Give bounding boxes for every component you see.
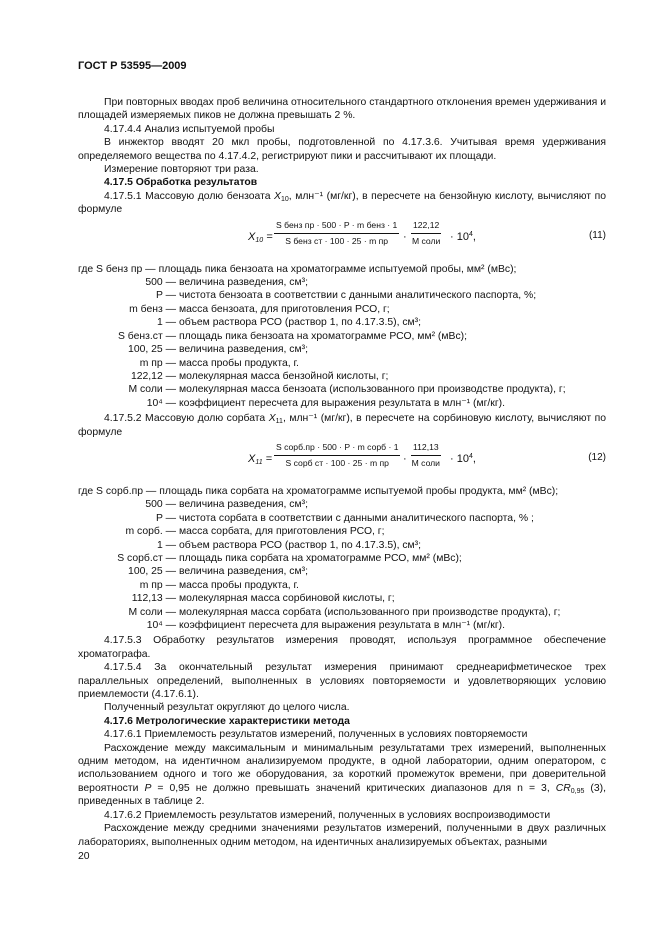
definition-row xyxy=(78,303,606,316)
definition-label: m сорб. — xyxy=(125,526,176,538)
section-4-17-4-4-repeat: Измерение повторяют три раза. xyxy=(104,164,259,176)
definition-text: масса сорбата, для приготовления РСО, г; xyxy=(179,526,385,538)
definition-row xyxy=(78,498,606,511)
page-content xyxy=(78,96,606,849)
standard-header: ГОСТ Р 53595—2009 xyxy=(78,60,187,72)
formula-12-fraction-main: S сорб.пр · 500 · P · m сорб · 1 S сорб ст · 100 · 25 · m пр xyxy=(276,441,399,469)
definition-row xyxy=(78,316,606,329)
definition-label: P — xyxy=(155,512,176,524)
definition-text: молекулярная масса бензойной кислоты, г; xyxy=(179,370,389,382)
definition-row xyxy=(78,552,606,565)
section-4-17-4-4-text: В инжектор вводят 20 мкл пробы, подготовленной по 4.17.3.6. Учитывая время удерживания определяемого вещества по 4.17.4.2, регистрируют пики и рассчитывают их площади. xyxy=(78,137,606,162)
definition-text: молекулярная масса сорбиновой кислоты, г; xyxy=(179,593,395,605)
formula-12-fraction-molar: 112,13 M соли xyxy=(411,441,440,469)
definition-label: m пр — xyxy=(139,357,176,369)
definition-label: P — xyxy=(155,290,176,302)
page-number: 20 xyxy=(78,851,90,862)
section-4-17-5-4-rounding: Полученный результат округляют до целого числа. xyxy=(104,702,350,714)
definition-row xyxy=(78,276,606,289)
definition-label: 112,13 — xyxy=(131,593,176,605)
definition-text: масса бензоата, для приготовления РСО, г; xyxy=(179,303,390,315)
definition-text: чистота сорбата в соответствии с данными аналитического паспорта, % ; xyxy=(179,512,534,524)
definition-row xyxy=(78,343,606,356)
definition-row xyxy=(78,592,606,605)
definition-text: чистота бензоата в соответствии с данными аналитического паспорта, %; xyxy=(179,290,537,302)
formula-12-definitions xyxy=(78,485,606,632)
section-4-17-5-1-text: 4.17.5.1 Массовую долю бензоата $X_{10}$, млн⁻¹ (мг/кг), в пересчете на бензойную кислоту, вычисляют по формуле xyxy=(78,190,607,216)
definition-row xyxy=(78,512,606,525)
definition-label: S сорб.ст — xyxy=(117,552,176,564)
definition-label: M соли — xyxy=(128,384,176,396)
section-4-17-6-1-title: 4.17.6.1 Приемлемость результатов измерений, полученных в условиях повторяемости xyxy=(104,729,528,741)
section-4-17-5-2-text: 4.17.5.2 Массовую долю сорбата $X_{11}$, млн⁻¹ (мг/кг), в пересчете на сорбиновую кислоту, вычисляют по формуле xyxy=(78,413,606,438)
definition-row xyxy=(78,619,606,632)
definition-label: 1 — xyxy=(156,317,176,329)
formula-12-number: (12) xyxy=(588,451,606,463)
definition-label: 500 — xyxy=(145,277,176,289)
definition-text: величина разведения, см³; xyxy=(179,344,308,356)
definition-label: 122,12 — xyxy=(130,370,176,382)
section-4-17-5-title: 4.17.5 Обработка результатов xyxy=(104,177,258,189)
definition-row xyxy=(78,485,606,498)
section-4-17-5-4-text: 4.17.5.4 За окончательный результат измерения принимают среднеарифметическое трех параллельных определений, выполненных в условиях повторяемости и удовлетворяющих условию приемлемости (4.17.6.1). xyxy=(78,662,606,701)
definition-text: молекулярная масса сорбата (использованного при производстве продукта), г; xyxy=(179,606,561,618)
section-4-17-6-title: 4.17.6 Метрологические характеристики метода xyxy=(104,715,350,727)
definition-label: 10⁴ — xyxy=(146,620,176,631)
formula-12: $X_{11}$ = S сорб.пр · 500 · P · m сорб · 1 S сорб ст · 100 · 25 · m пр · 112,13 M соли · $10^4$, (12) xyxy=(78,439,606,483)
definition-row xyxy=(78,579,606,592)
formula-11: $X_{10}$ = S бенз пр · 500 · P · m бенз · 1 S бенз ст · 100 · 25 · m пр · 122,12 M соли · $10^4$, (11) xyxy=(78,217,606,261)
formula-12-lhs: X xyxy=(248,452,256,465)
definition-label: 100, 25 — xyxy=(128,566,176,578)
definition-row xyxy=(78,383,606,396)
definition-label: 10⁴ — xyxy=(146,397,176,409)
definition-label: 100, 25 — xyxy=(128,344,176,356)
definition-row xyxy=(78,330,606,343)
definition-text: площадь пика бензоата на хроматограмме испытуемой пробы, мм² (мВс); xyxy=(158,263,517,275)
definition-label: 500 — xyxy=(145,499,176,511)
formula-11-number: (11) xyxy=(588,229,606,241)
definition-text: величина разведения, см³; xyxy=(179,499,308,511)
section-4-17-6-2-text: Расхождение между средними значениями результатов измерений, полученными в двух различных лабораториях, выполненных одним методом, на идентичных анализируемых объектах, разными xyxy=(78,823,606,848)
definition-row xyxy=(78,525,606,538)
definition-label: S бенз.ст — xyxy=(117,330,176,342)
section-4-17-6-2-title: 4.17.6.2 Приемлемость результатов измерений, полученных в условиях воспроизводимости xyxy=(104,809,551,821)
definition-row xyxy=(78,357,606,370)
definition-label: 1 — xyxy=(156,539,176,551)
definition-text: масса пробы продукта, г. xyxy=(179,579,299,591)
section-4-17-6-1-text: Расхождение между максимальным и минимальным результатами трех измерений, выполненных одним методом, на идентичном анализируемом продукте, в одной лаборатории, одним оператором, с использованием одного и того же оборудования, за короткий промежуток времени, при доверительной вероятности P = 0,95 не должно превышать значений критических диапазонов для n = 3, $CR_{0,95}$ (3), приведенных в таблице 2. xyxy=(78,742,607,808)
definition-text: величина разведения, см³; xyxy=(179,277,308,289)
formula-11-fraction-main: S бенз пр · 500 · P · m бенз · 1 S бенз ст · 100 · 25 · m пр xyxy=(276,219,398,247)
definition-row xyxy=(78,370,606,383)
definition-row xyxy=(78,565,606,578)
definition-row xyxy=(78,263,606,276)
definition-row xyxy=(78,539,606,552)
definition-label: где S сорб.пр — xyxy=(78,485,157,497)
definition-text: объем раствора РСО (раствор 1, по 4.17.3.5), см³; xyxy=(179,539,422,551)
section-4-17-4-4-title: 4.17.4.4 Анализ испытуемой пробы xyxy=(104,123,275,135)
definition-row xyxy=(78,606,606,619)
definition-text: коэффициент пересчета для выражения результата в млн⁻¹ (мг/кг). xyxy=(179,620,505,631)
formula-11-lhs: X xyxy=(248,230,256,243)
definition-text: величина разведения, см³; xyxy=(179,566,308,578)
definition-text: масса пробы продукта, г. xyxy=(179,357,299,369)
definition-text: площадь пика сорбата на хроматограмме испытуемой пробы продукта, мм² (мВс); xyxy=(159,485,559,497)
definition-row xyxy=(78,397,606,410)
definition-text: коэффициент пересчета для выражения результата в млн⁻¹ (мг/кг). xyxy=(179,397,505,409)
formula-11-definitions xyxy=(78,263,606,410)
definition-text: площадь пика сорбата на хроматограмме РСО, мм² (мВс); xyxy=(179,552,462,564)
definition-label: M соли — xyxy=(128,606,176,618)
definition-text: молекулярная масса бензоата (использованного при производстве продукта), г; xyxy=(179,384,566,396)
definition-label: m пр — xyxy=(139,579,176,591)
section-4-17-5-3-text: 4.17.5.3 Обработку результатов измерения проводят, используя программное обеспечение хроматографа. xyxy=(78,635,606,660)
definition-text: площадь пика бензоата на хроматограмме РСО, мм² (мВс); xyxy=(179,330,468,342)
paragraph-intro: При повторных вводах проб величина относительного стандартного отклонения времен удерживания и площадей измеряемых пиков не должна превышать 2 %. xyxy=(78,97,606,122)
definition-label: m бенз — xyxy=(129,303,176,315)
definition-text: объем раствора РСО (раствор 1, по 4.17.3.5), см³; xyxy=(179,317,422,329)
formula-11-fraction-molar: 122,12 M соли xyxy=(411,219,441,247)
definition-row xyxy=(78,289,606,302)
definition-label: где S бенз пр — xyxy=(78,263,156,275)
